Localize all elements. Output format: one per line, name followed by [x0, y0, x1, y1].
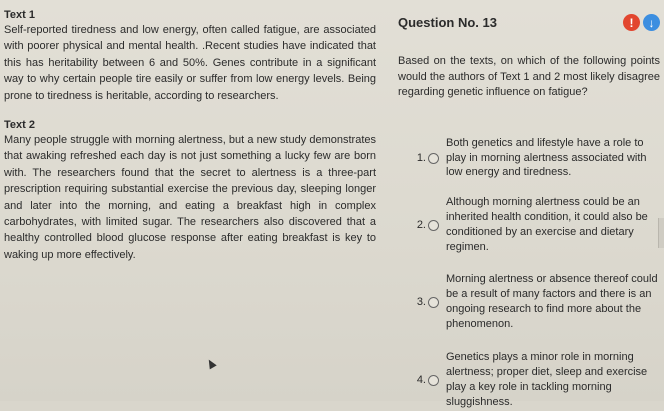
- text2-title: Text 2: [4, 119, 35, 132]
- radio-button[interactable]: [428, 153, 439, 164]
- text2-body: Many people struggle with morning alertness, but a new study demonstrates that awaking refreshed each day is not just something a lucky few are born with. The researchers found that the secret to alertness is a three-part prescription requiring substantial exercise the previous day, sleeping longer and later into the morning, and eating a breakfast high in complex carbohydrates, with limited sugar. The researchers also discovered that a healthy controlled blood glucose response after eating breakfast is key to waking up more effectively.: [4, 134, 376, 261]
- option-number: 2.: [416, 219, 426, 231]
- answer-option-3[interactable]: [398, 265, 660, 339]
- side-scroll-handle[interactable]: [658, 218, 664, 248]
- alert-icon[interactable]: !: [623, 14, 640, 31]
- text1-title: Text 1: [4, 9, 35, 21]
- question-title: Question No. 13: [398, 15, 497, 30]
- question-panel: [398, 14, 660, 101]
- answer-option-2[interactable]: [398, 191, 660, 259]
- radio-button[interactable]: [428, 297, 439, 308]
- answer-option-4[interactable]: [398, 349, 660, 411]
- question-icons: [623, 14, 660, 31]
- question-prompt: Based on the texts, on which of the following points would the authors of Text 1 and 2 most likely disagree regarding genetic influence on fatigue?: [398, 55, 660, 98]
- radio-button[interactable]: [428, 375, 439, 386]
- text1-body: Self-reported tiredness and low energy, often called fatigue, are associated with poorer physical and mental health. .Recent studies have indicated that this has heritability between 6 and 50%. Genes contribute in a significant way to why certain people tire easily or suffer from low energy levels. Being prone to tiredness is heritable, according to researchers.: [4, 24, 376, 102]
- answer-options: [398, 135, 660, 411]
- radio-button[interactable]: [428, 220, 439, 231]
- passages-panel: [4, 8, 376, 263]
- option-number: 3.: [416, 296, 426, 308]
- option-text: Morning alertness or absence thereof could be a result of many factors and there is an ongoing research to find more about the phenomenon.: [446, 273, 658, 330]
- option-number: 4.: [416, 374, 426, 386]
- mouse-cursor-icon: [205, 358, 216, 370]
- download-icon[interactable]: ↓: [643, 14, 660, 31]
- option-text: Genetics plays a minor role in morning alertness; proper diet, sleep and exercise play a key role in tackling morning sluggishness.: [446, 351, 648, 408]
- option-number: 1.: [416, 152, 426, 164]
- option-text: Both genetics and lifestyle have a role to play in morning alertness associated with low energy and tiredness.: [446, 136, 647, 179]
- answer-option-1[interactable]: [398, 135, 660, 181]
- option-text: Although morning alertness could be an inherited health condition, it could also be conditioned by an exercise and dietary regimen.: [446, 196, 648, 253]
